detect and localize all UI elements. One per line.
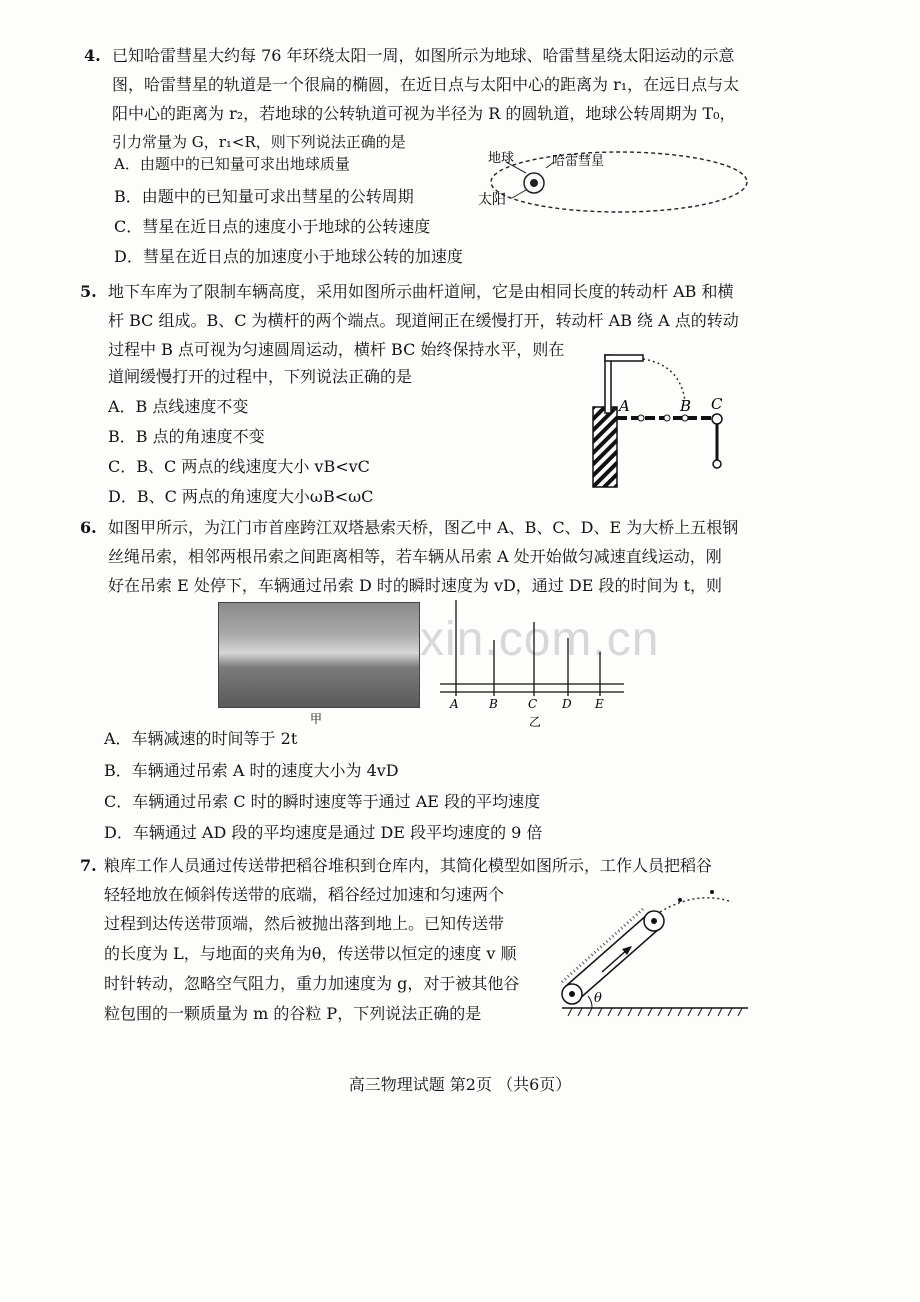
q4-number: 4. <box>84 46 101 65</box>
point-c-marker <box>712 414 722 424</box>
q5-option-b: B．B 点的角速度不变 <box>108 427 265 446</box>
q7-conveyor-figure <box>552 862 762 1022</box>
q5-line: 地下车库为了限制车辆高度，采用如图所示曲杆道闸，它是由相同长度的转动杆 AB 和横 <box>108 282 734 301</box>
q7-line: 过程到达传送带顶端，然后被抛出落到地上。已知传送带 <box>104 914 505 933</box>
q4-orbit-figure <box>474 140 754 220</box>
q7-line: 的长度为 L，与地面的夹角为θ，传送带以恒定的速度 v 顺 <box>104 944 517 963</box>
q5-option-a: A．B 点线速度不变 <box>108 397 249 416</box>
rotating-rod-ab <box>605 355 611 413</box>
q7-line: 粒包围的一颗质量为 m 的谷粒 P，下列说法正确的是 <box>104 1004 482 1023</box>
joint <box>682 415 688 421</box>
bridge-photo <box>218 602 420 708</box>
q5-line: 杆 BC 组成。B、C 为横杆的两个端点。现道闸正在缓慢打开，转动杆 AB 绕 A 点的转动 <box>108 311 739 330</box>
upper-bar <box>605 355 643 361</box>
q5-line: 道闸缓慢打开的过程中，下列说法正确的是 <box>108 367 413 386</box>
q7-number: 7. <box>80 856 97 875</box>
gate-post <box>593 407 617 487</box>
label-theta: θ <box>594 991 602 1006</box>
top-axle <box>651 918 657 924</box>
q4-option-c: C．彗星在近日点的速度小于地球的公转速度 <box>114 217 431 236</box>
foot <box>713 460 721 468</box>
q4-line: 图，哈雷彗星的轨道是一个很扁的椭圆，在近日点与太阳中心的距离为 r₁，在远日点与太 <box>112 75 740 94</box>
q4-line: 阳中心的距离为 r₂，若地球的公转轨道可视为半径为 R 的圆轨道，地球公转周期为 T₀， <box>112 104 736 123</box>
q6-option-c: C．车辆通过吊索 C 时的瞬时速度等于通过 AE 段的平均速度 <box>104 792 541 811</box>
label-b: B <box>680 397 692 415</box>
sun-icon <box>530 179 538 187</box>
label-comet: 哈雷彗星 <box>552 154 605 169</box>
ground-hatching <box>568 1008 742 1016</box>
q7-line: 轻轻地放在倾斜传送带的底端，稻谷经过加速和匀速两个 <box>104 885 505 904</box>
photo-label: 甲 <box>310 712 323 726</box>
q7-line: 粮库工作人员通过传送带把稻谷堆积到仓库内，其简化模型如图所示，工作人员把稻谷 <box>104 856 713 875</box>
page-footer: 高三物理试题 第2页 （共6页） <box>348 1075 572 1094</box>
grain-dot <box>710 890 714 894</box>
bottom-axle <box>569 991 575 997</box>
q6-line: 丝绳吊索，相邻两根吊索之间距离相等，若车辆从吊索 A 处开始做匀减速直线运动，刚 <box>108 547 722 566</box>
diagram-label: 乙 <box>529 715 542 729</box>
label-earth: 地球 <box>488 151 515 166</box>
q5-gate-figure <box>585 345 735 490</box>
label-point-b: B <box>489 697 498 711</box>
joint <box>664 415 670 421</box>
label-point-d: D <box>562 697 572 711</box>
watermark: xin.com.cn <box>420 613 660 666</box>
q6-option-b: B．车辆通过吊索 A 时的速度大小为 4vD <box>104 761 399 780</box>
q6-line: 如图甲所示，为江门市首座跨江双塔悬索天桥，图乙中 A、B、C、D、E 为大桥上五根钢 <box>108 518 739 537</box>
q6-option-d: D．车辆通过 AD 段的平均速度是通过 DE 段平均速度的 9 倍 <box>104 823 543 842</box>
q4-option-b: B．由题中的已知量可求出彗星的公转周期 <box>114 187 414 206</box>
grain-trajectory <box>660 898 732 912</box>
label-point-a: A <box>450 697 459 711</box>
q6-cable-diagram <box>438 600 628 730</box>
q6-line: 好在吊索 E 处停下，车辆通过吊索 D 时的瞬时速度为 vD，通过 DE 段的时间为 t，则 <box>108 576 723 595</box>
q4-line: 已知哈雷彗星大约每 76 年环绕太阳一周，如图所示为地球、哈雷彗星绕太阳运动的示意 <box>112 46 735 65</box>
q4-line: 引力常量为 G，r₁<R，则下列说法正确的是 <box>112 133 406 151</box>
label-c: C <box>711 395 723 413</box>
joint <box>638 415 644 421</box>
sun-leader <box>512 190 526 198</box>
grain-dot <box>678 898 682 902</box>
q7-line: 时针转动，忽略空气阻力，重力加速度为 g，对于被其他谷 <box>104 974 520 993</box>
comet-orbit <box>491 152 747 212</box>
q5-line: 过程中 B 点可视为匀速圆周运动，横杆 BC 始终保持水平，则在 <box>108 340 565 359</box>
label-a: A <box>619 397 630 415</box>
angle-arc <box>588 996 592 1008</box>
label-sun: 太阳 <box>478 192 506 208</box>
q5-number: 5. <box>80 282 97 301</box>
q4-option-a: A．由题中的已知量可求出地球质量 <box>114 155 350 173</box>
q5-option-d: D．B、C 两点的角速度大小ωB<ωC <box>108 487 374 506</box>
q5-option-c: C．B、C 两点的线速度大小 vB<vC <box>108 457 370 476</box>
q4-option-d: D．彗星在近日点的加速度小于地球公转的加速度 <box>114 247 463 266</box>
b-path-arc <box>643 359 685 401</box>
q6-option-a: A．车辆减速的时间等于 2t <box>104 729 298 748</box>
q6-number: 6. <box>80 518 97 537</box>
label-point-c: C <box>528 697 538 711</box>
label-point-e: E <box>595 697 604 711</box>
